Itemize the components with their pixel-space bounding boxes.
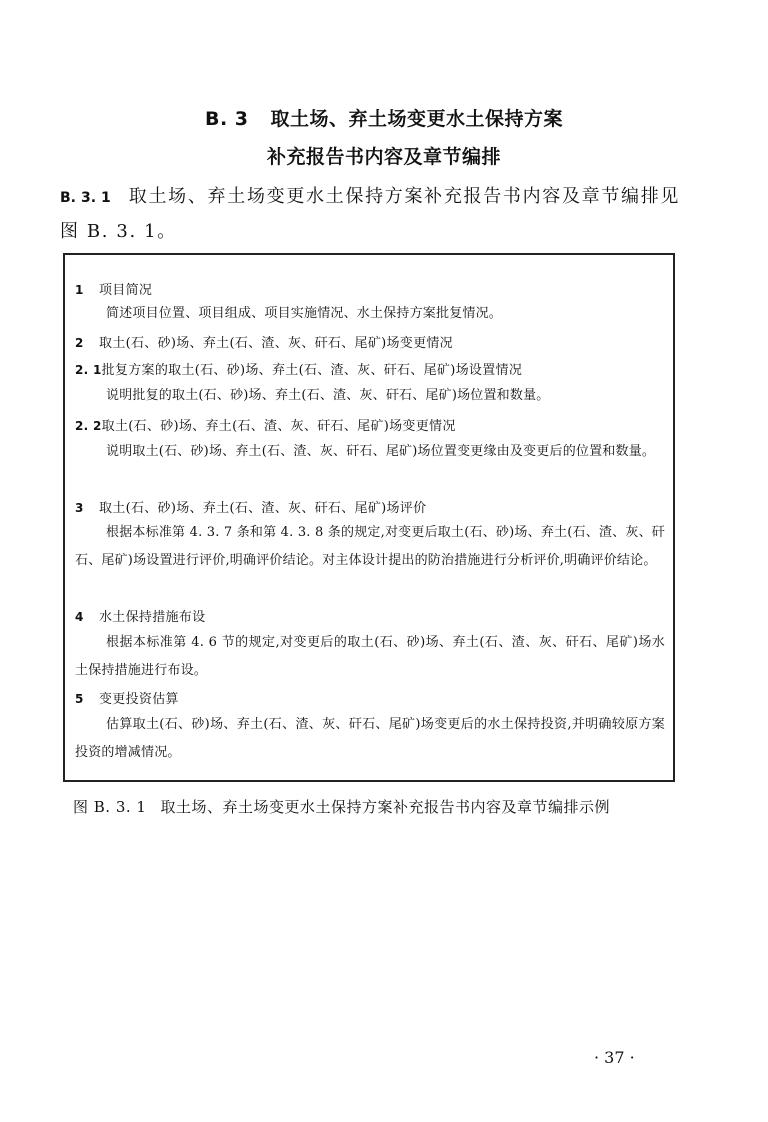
item-title: 取土(石、砂)场、弃土(石、渣、灰、矸石、尾矿)场变更情况 (101, 419, 456, 434)
item-2-heading (75, 332, 665, 351)
item-number: 2. 1 (75, 363, 102, 377)
item-title: 水土保持措施布设 (99, 610, 206, 625)
clause-text: 取土场、弃土场变更水土保持方案补充报告书内容及章节编排见图 B. 3. 1。 (60, 186, 680, 242)
item-title: 变更投资估算 (99, 692, 179, 707)
clause-number: B. 3. 1 (60, 190, 111, 206)
section-title-line-2: 补充报告书内容及章节编排 (266, 146, 501, 168)
page-number: · 37 · (594, 1048, 635, 1067)
section-number: B. 3 (204, 108, 249, 130)
section-heading (0, 104, 768, 131)
item-2-1-body: 说明批复的取土(石、砂)场、弃土(石、渣、灰、矸石、尾矿)场位置和数量。 (106, 388, 550, 403)
item-4-body: 根据本标准第 4. 6 节的规定,对变更后的取土(石、砂)场、弃土(石、渣、灰、矸石、尾矿)场水土保持措施进行布设。 (75, 635, 665, 678)
item-3-body: 根据本标准第 4. 3. 7 条和第 4. 3. 8 条的规定,对变更后取土(石、砂)场、弃土(石、渣、灰、矸石、尾矿)场设置进行评价,明确评价结论。对主体设计提出的防治措施进行分析评价,明确评价结论。 (75, 525, 665, 568)
clause-paragraph (60, 180, 680, 249)
item-number: 2 (75, 336, 84, 350)
item-1-heading (75, 279, 665, 298)
item-number: 3 (75, 501, 84, 515)
figure-caption-text: 取土场、弃土场变更水土保持方案补充报告书内容及章节编排示例 (160, 798, 610, 816)
item-5-heading (75, 688, 665, 707)
item-title: 项目简况 (99, 283, 153, 298)
item-2-2-heading (75, 415, 665, 434)
item-title: 批复方案的取土(石、砂)场、弃土(石、渣、灰、矸石、尾矿)场设置情况 (101, 363, 523, 378)
item-5-body: 估算取土(石、砂)场、弃土(石、渣、灰、矸石、尾矿)场变更后的水土保持投资,并明确较原方案投资的增减情况。 (75, 717, 665, 760)
item-3-heading (75, 497, 665, 516)
item-number: 5 (75, 692, 84, 706)
item-2-1-heading (75, 359, 665, 378)
section-title-line-1: 取土场、弃土场变更水土保持方案 (270, 108, 564, 130)
item-number: 2. 2 (75, 419, 102, 433)
figure-label: 图 B. 3. 1 (73, 798, 147, 816)
item-4-heading (75, 606, 665, 625)
item-2-2-body: 说明取土(石、砂)场、弃土(石、渣、灰、矸石、尾矿)场位置变更缘由及变更后的位置和数量。 (106, 444, 656, 459)
item-number: 1 (75, 283, 84, 297)
figure-frame (63, 253, 675, 782)
item-title: 取土(石、砂)场、弃土(石、渣、灰、矸石、尾矿)场评价 (99, 501, 427, 516)
item-title: 取土(石、砂)场、弃土(石、渣、灰、矸石、尾矿)场变更情况 (99, 336, 453, 351)
item-1-body: 简述项目位置、项目组成、项目实施情况、水土保持方案批复情况。 (106, 306, 503, 321)
item-number: 4 (75, 610, 84, 624)
figure-caption (73, 796, 693, 817)
